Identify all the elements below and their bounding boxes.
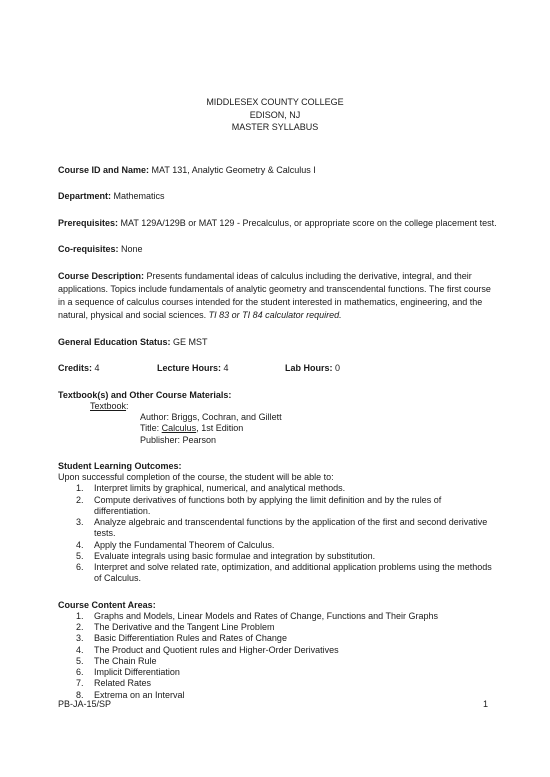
list-item: 5. Evaluate integrals using basic formulae and integration by substitution.: [76, 550, 376, 561]
credits-field: Credits: 4: [58, 363, 100, 374]
prerequisites-label: Prerequisites:: [58, 217, 119, 228]
department-label: Department: [58, 191, 109, 202]
document-title: MASTER SYLLABUS: [231, 122, 319, 132]
department-value: Mathematics: [113, 191, 165, 202]
description-value: Presents fundamental ideas of calculus including the derivative, integral, and their applications. Topics include fundamentals of analytic geometry and transcendental functions. The first course in a sequence of calculus courses intended for the student interested in mathematics, engineering, and the natural, physical and social sciences.: [58, 271, 491, 321]
corequisites-value: None: [121, 243, 143, 254]
list-item: 6. Implicit Differentiation: [76, 667, 180, 678]
list-item: 1. Graphs and Models, Linear Models and Rates of Change, Functions and Their Graphs: [76, 610, 439, 621]
lecture-hours-field: Lecture Hours: 4: [157, 363, 229, 374]
syllabus-content: [58, 165, 498, 701]
list-item: 2. The Derivative and the Tangent Line Problem: [76, 622, 275, 633]
corequisites-field: Co-requisites: None: [58, 243, 143, 254]
college-location: EDISON, NJ: [249, 109, 301, 120]
lecture-hours-value: 4: [223, 363, 229, 374]
list-item: 3. Analyze algebraic and transcendental functions by the application of the first and second derivative tests.: [76, 517, 488, 539]
prerequisites-field: [58, 218, 498, 229]
credits-value: 4: [94, 363, 100, 374]
gen-ed-value: GE MST: [173, 337, 208, 348]
page-footer: [58, 699, 488, 710]
outcomes-list: [58, 483, 498, 584]
content-areas-label: Course Content Areas: [58, 599, 153, 610]
credits-row: [58, 363, 498, 374]
lab-hours-label: Lab Hours: [285, 363, 330, 374]
list-item: 8. Extrema on an Interval: [76, 689, 185, 700]
corequisites-label: Co-requisites: [58, 243, 116, 254]
college-name: MIDDLESEX COUNTY COLLEGE: [206, 97, 344, 107]
list-item: 4. The Product and Quotient rules and Higher-Order Derivatives: [76, 644, 339, 655]
list-item: 2. Compute derivatives of functions both by applying the limit definition and by the rules of differentiation.: [76, 494, 442, 516]
content-areas-list: [58, 611, 498, 701]
textbook-title: Title: Calculus, 1st Edition: [140, 423, 244, 434]
calculator-note: TI 83 or TI 84 calculator required.: [208, 310, 342, 321]
textbook-title-name: Calculus: [161, 423, 197, 434]
lab-hours-field: Lab Hours: 0: [285, 363, 341, 374]
department-field: Department: Mathematics: [58, 191, 165, 202]
textbook-author: Author: Briggs, Cochran, and Gillett: [140, 412, 282, 423]
lab-hours-value: 0: [335, 363, 341, 374]
course-id-field: Course ID and Name: MAT 131, Analytic Geometry & Calculus I: [58, 165, 316, 175]
lecture-hours-label: Lecture Hours: [157, 363, 219, 374]
list-item: 1. Interpret limits by graphical, numerical, and analytical methods.: [76, 483, 346, 494]
description-field: Course Description: Presents fundamental ideas of calculus including the derivative, integral, and their applications. Topics include fundamentals of analytic geometry and transcendental functions. The first course in a sequence of calculus courses intended for the student interested in mathematics, engineering, and the natural, physical and social sciences. TI 83 or TI 84 calculator required.: [58, 271, 491, 321]
document-header: [0, 97, 550, 135]
textbook-section: Textbook(s) and Other Course Materials: Textbook: Author: Briggs, Cochran, and Gillett Title: Calculus, 1st Edition Publisher: Pearson: [58, 390, 498, 446]
list-item: 4. Apply the Fundamental Theorem of Calculus.: [76, 539, 275, 550]
outcomes-section: Student Learning Outcomes: Upon successful completion of the course, the student will be able to: 1. Interpret limits by graphical, numerical, and analytical methods. 2. Compute derivatives of functions both by applying the limit definition and by the rules of differentiation. 3. Analyze algebraic and transcendental functions by the application of the first and second derivative tests. 4. Apply the Fundamental Theorem of Calculus. 5. Evaluate integrals using basic formulae and integration by substitution. 6. Interpret and solve related rate, optimization, and additional application problems using the methods of Calculus.: [58, 461, 498, 585]
content-areas-section: Course Content Areas: 1. Graphs and Models, Linear Models and Rates of Change, Functions and Their Graphs 2. The Derivative and the Tangent Line Problem 3. Basic Differentiation Rules and Rates of Change 4. The Product and Quotient rules and Higher-Order Derivatives 5. The Chain Rule 6. Implicit Differentiation 7. Related Rates 8. Extrema on an Interval: [58, 600, 498, 701]
list-item: 6. Interpret and solve related rate, optimization, and additional application problems using the methods of Calculus.: [76, 562, 492, 584]
list-item: 7. Related Rates: [76, 678, 152, 689]
list-item: 3. Basic Differentiation Rules and Rates of Change: [76, 633, 287, 644]
footer-code: PB-JA-15/SP: [58, 699, 112, 709]
outcomes-label: Student Learning Outcomes: [58, 460, 179, 471]
gen-ed-field: General Education Status: GE MST: [58, 337, 208, 348]
textbook-publisher: Publisher: Pearson: [140, 434, 217, 445]
course-id-label: Course ID and Name: [58, 165, 147, 175]
description-label: Course Description: [58, 271, 142, 281]
page-number: 1: [482, 699, 488, 709]
gen-ed-label: General Education Status: [58, 337, 168, 348]
credits-label: Credits: [58, 363, 90, 374]
prerequisites-value: MAT 129A/129B or MAT 129 - Precalculus, or appropriate score on the college placement test.: [120, 217, 497, 228]
course-id-value: MAT 131, Analytic Geometry & Calculus I: [151, 165, 316, 175]
list-item: 5. The Chain Rule: [76, 655, 157, 666]
textbook-sub-label: Textbook: [90, 400, 127, 411]
textbook-section-label: Textbook(s) and Other Course Materials: [58, 389, 229, 400]
outcomes-intro: Upon successful completion of the course, the student will be able to:: [58, 472, 334, 483]
